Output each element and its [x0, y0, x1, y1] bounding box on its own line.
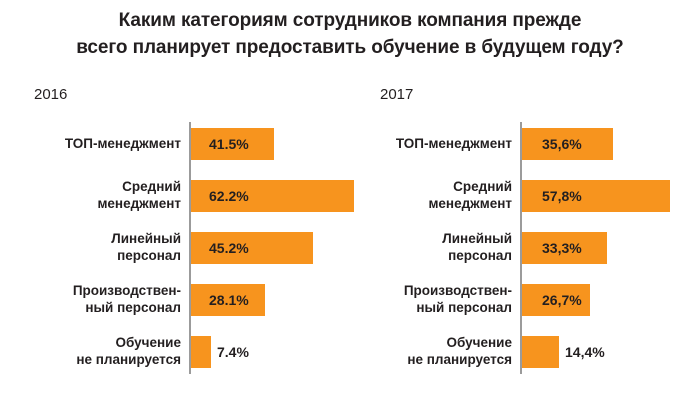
panel-year-label-2017: 2017 — [380, 86, 414, 103]
bar-value-label: 57,8% — [542, 188, 582, 204]
category-label — [360, 122, 520, 166]
page-title — [0, 8, 700, 62]
bar-container — [191, 122, 354, 166]
chart-panel-2017 — [360, 86, 690, 374]
bar-value-label: 35,6% — [542, 136, 582, 152]
bar-container — [522, 278, 690, 322]
category-label-line-1: Обучение — [115, 335, 181, 351]
bar-row — [14, 330, 354, 374]
category-label-line-1: Производствен- — [72, 283, 181, 299]
bar — [191, 336, 211, 368]
category-label — [360, 174, 520, 218]
bar-row — [14, 278, 354, 322]
category-label-line-2: менеджмент — [428, 196, 512, 211]
bar-value-label: 62.2% — [209, 188, 249, 204]
category-label-line-2: не планируется — [76, 352, 181, 367]
category-label-line-1: ТОП-менеджмент — [395, 135, 512, 151]
bar-value-label: 45.2% — [209, 240, 249, 256]
bar-value-label: 28.1% — [209, 292, 249, 308]
category-label-line-1: Производствен- — [403, 283, 512, 299]
category-label-line-2: не планируется — [407, 352, 512, 367]
title-line-1: Каким категориям сотрудников компания прежде — [118, 10, 582, 31]
category-label-line-1: ТОП-менеджмент — [64, 135, 181, 151]
bar-row — [360, 226, 690, 270]
category-label — [14, 278, 189, 322]
bar-container — [522, 122, 690, 166]
bar — [522, 336, 559, 368]
bar-row — [360, 174, 690, 218]
category-label — [14, 122, 189, 166]
category-label — [360, 226, 520, 270]
title-line-2: всего планирует предоставить обучение в будущем году? — [76, 36, 624, 58]
category-label — [360, 278, 520, 322]
chart-panel-2016 — [14, 86, 354, 374]
category-label — [14, 174, 189, 218]
bar-row — [14, 226, 354, 270]
bar-row — [14, 122, 354, 166]
bar-container — [191, 278, 354, 322]
bar-container — [522, 174, 690, 218]
panel-year-label-2016: 2016 — [34, 86, 68, 103]
bar-row — [14, 174, 354, 218]
bar-row — [360, 278, 690, 322]
category-label-line-2: персонал — [117, 248, 181, 263]
bar-container — [522, 226, 690, 270]
bar-value-label: 41.5% — [209, 136, 249, 152]
bar-value-label: 14,4% — [565, 344, 605, 360]
category-label-line-2: ный персонал — [416, 300, 512, 315]
bar-container — [191, 330, 354, 374]
category-label — [14, 226, 189, 270]
bar-value-label: 7.4% — [217, 344, 249, 360]
bar-value-label: 26,7% — [542, 292, 582, 308]
category-label-line-1: Средний — [453, 179, 512, 195]
bar-chart-2016 — [14, 122, 354, 374]
category-label-line-1: Линейный — [111, 231, 181, 247]
category-label-line-1: Линейный — [442, 231, 512, 247]
category-label-line-2: менеджмент — [97, 196, 181, 211]
bar-chart-2017 — [360, 122, 690, 374]
bar-value-label: 33,3% — [542, 240, 582, 256]
category-label-line-1: Обучение — [446, 335, 512, 351]
bar-container — [191, 226, 354, 270]
category-label-line-2: ный персонал — [85, 300, 181, 315]
category-label — [14, 330, 189, 374]
bar-container — [522, 330, 690, 374]
category-label-line-1: Средний — [122, 179, 181, 195]
category-label — [360, 330, 520, 374]
bar-container — [191, 174, 354, 218]
bar-row — [360, 330, 690, 374]
bar-row — [360, 122, 690, 166]
category-label-line-2: персонал — [448, 248, 512, 263]
